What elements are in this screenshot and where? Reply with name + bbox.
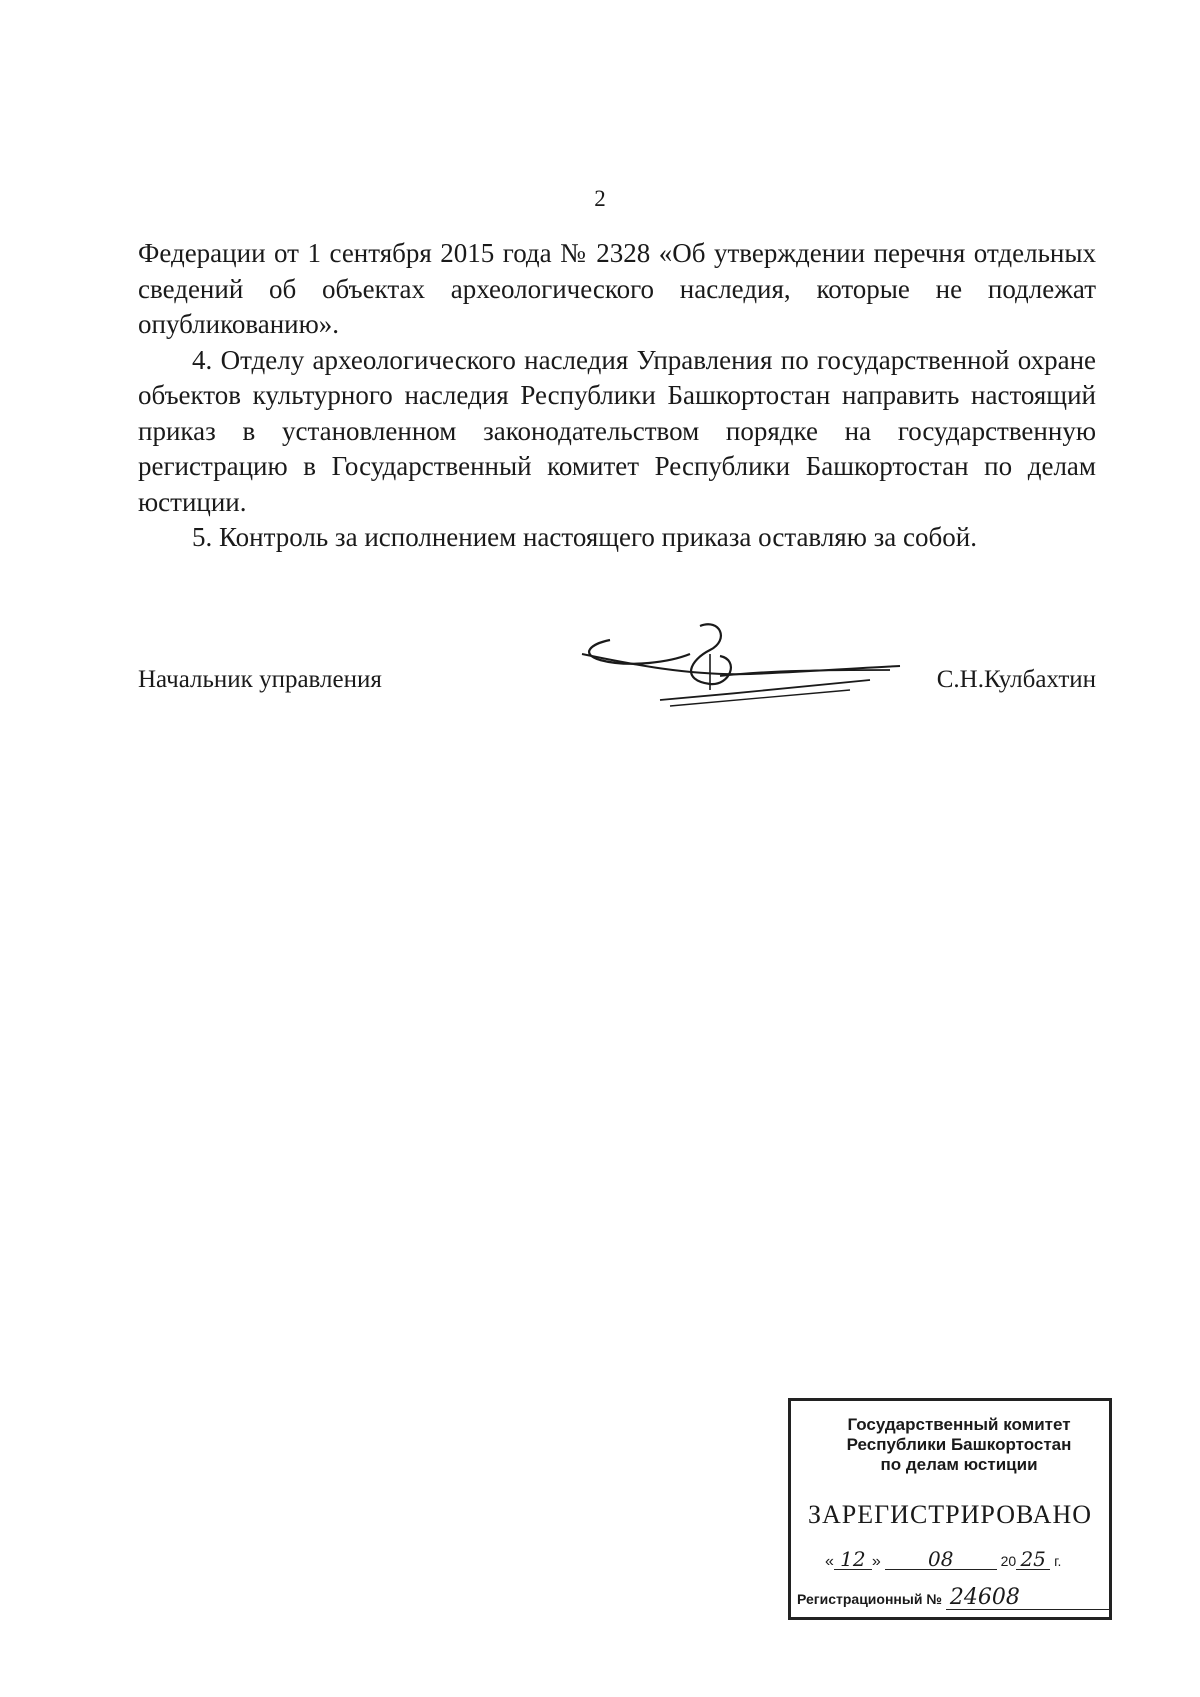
date-year-suffix: 25 [1016,1549,1050,1570]
page-number: 2 [594,186,606,211]
stamp-status: ЗАРЕГИСТРИРОВАНО [808,1500,1092,1529]
date-year-prefix: 20 [1000,1553,1017,1569]
stamp-org-line-2: Республики Башкортостан [846,1435,1072,1454]
signatory-name: С.Н.Кулбахтин [936,666,1096,693]
paragraph-4: 4. Отделу археологического наследия Управления по государственной охране объектов культурного наследия Республики Башкортостан направить настоящий приказ в установленном законодательством порядке на государственную регистрацию в Государственный комитет Республики Башкортостан по делам юстиции. [138,344,1096,517]
stamp-organization [817,1415,1101,1475]
stamp-registration-line [797,1587,1103,1610]
date-open-quote: « [825,1553,834,1570]
registration-stamp [788,1398,1112,1620]
stamp-org-line-1: Государственный комитет [847,1415,1071,1434]
signatory-position: Начальник управления [138,666,382,693]
paragraph-5: 5. Контроль за исполнением настоящего приказа оставляю за собой. [192,522,977,552]
stamp-date [825,1549,1061,1571]
stamp-org-line-3: по делам юстиции [880,1455,1038,1474]
paragraph-continuation: Федерации от 1 сентября 2015 года № 2328 «Об утверждении перечня отдельных сведений об объектах археологического наследия, которые не подлежат опубликованию». [138,238,1096,339]
date-month: 08 [885,1549,997,1570]
reg-number-value: 24608 [946,1587,1110,1610]
handwritten-signature [570,620,910,710]
date-year-unit: г. [1054,1553,1062,1569]
document-body [138,236,1096,556]
signature-block [138,620,1096,710]
reg-number-label: Регистрационный № [797,1591,942,1607]
date-close-quote: » [871,1553,881,1570]
date-day: 12 [834,1549,872,1570]
